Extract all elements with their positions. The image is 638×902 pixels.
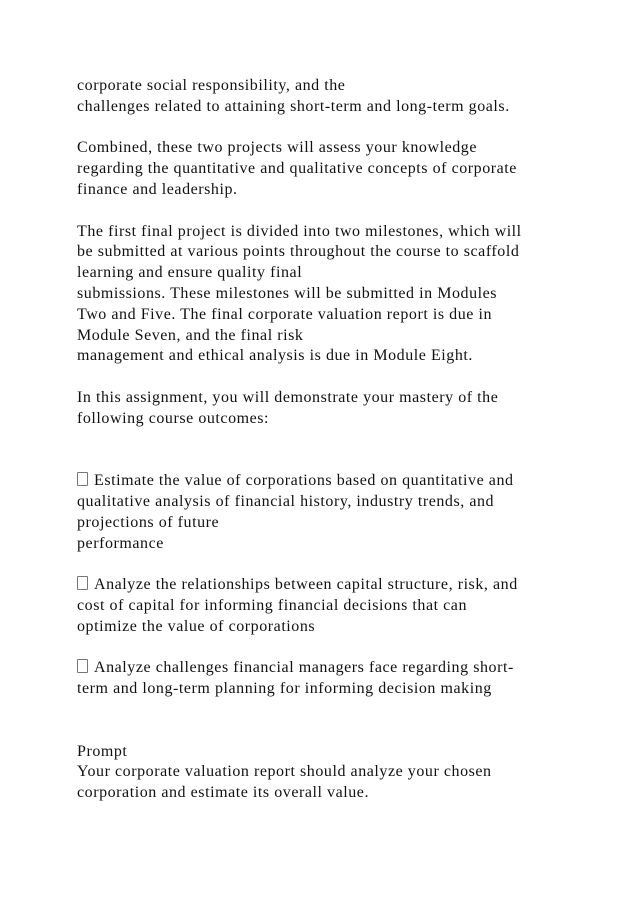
paragraph-gap [77,118,617,139]
text-line: be submitted at various points throughout the course to scaffold [77,243,520,261]
text-line: Combined, these two projects will assess your knowledge [77,139,477,157]
text-line: finance and leadership. [77,180,238,198]
paragraph-gap [77,638,617,659]
paragraph-gap [77,554,617,575]
milestones-paragraph [77,222,617,368]
paragraph-gap [77,700,617,742]
missing-glyph-bullet-icon [77,576,88,590]
text-line: corporation and estimate its overall value. [77,784,370,802]
paragraph-gap [77,201,617,222]
text-line: submissions. These milestones will be submitted in Modules [77,284,498,302]
prompt-section [77,742,617,804]
text-line: Two and Five. The final corporate valuation report is due in [77,305,493,323]
text-line: regarding the quantitative and qualitative concepts of corporate [77,160,517,178]
paragraph-gap [77,430,617,472]
paragraph-gap [77,367,617,388]
text-line: learning and ensure quality final [77,264,303,282]
text-line: projections of future [77,513,220,531]
document-page [77,76,617,804]
text-line: challenges related to attaining short-term and long-term goals. [77,97,510,115]
outcome-item [77,471,617,554]
text-line: In this assignment, you will demonstrate your mastery of the [77,388,499,406]
prompt-heading: Prompt [77,742,128,760]
text-line: management and ethical analysis is due in Module Eight. [77,347,473,365]
text-line: The first final project is divided into two milestones, which will [77,222,522,240]
text-line: optimize the value of corporations [77,617,316,635]
text-line: Estimate the value of corporations based on quantitative and [94,472,514,490]
text-line: performance [77,534,164,552]
text-line: Analyze challenges financial managers face regarding short- [94,659,514,677]
missing-glyph-bullet-icon [77,472,88,486]
text-line: qualitative analysis of financial history, industry trends, and [77,492,495,510]
combined-paragraph [77,138,617,200]
missing-glyph-bullet-icon [77,659,88,673]
text-line: following course outcomes: [77,409,270,427]
text-line: Analyze the relationships between capital structure, risk, and [94,576,518,594]
text-line: Your corporate valuation report should analyze your chosen [77,763,492,781]
text-line: corporate social responsibility, and the [77,77,346,94]
text-line: cost of capital for informing financial decisions that can [77,596,468,614]
text-line: Module Seven, and the final risk [77,326,304,344]
outcome-item [77,658,617,700]
intro-paragraph [77,76,617,118]
text-line: term and long-term planning for informing decision making [77,680,492,698]
outcomes-intro-paragraph [77,388,617,430]
outcome-item [77,575,617,637]
